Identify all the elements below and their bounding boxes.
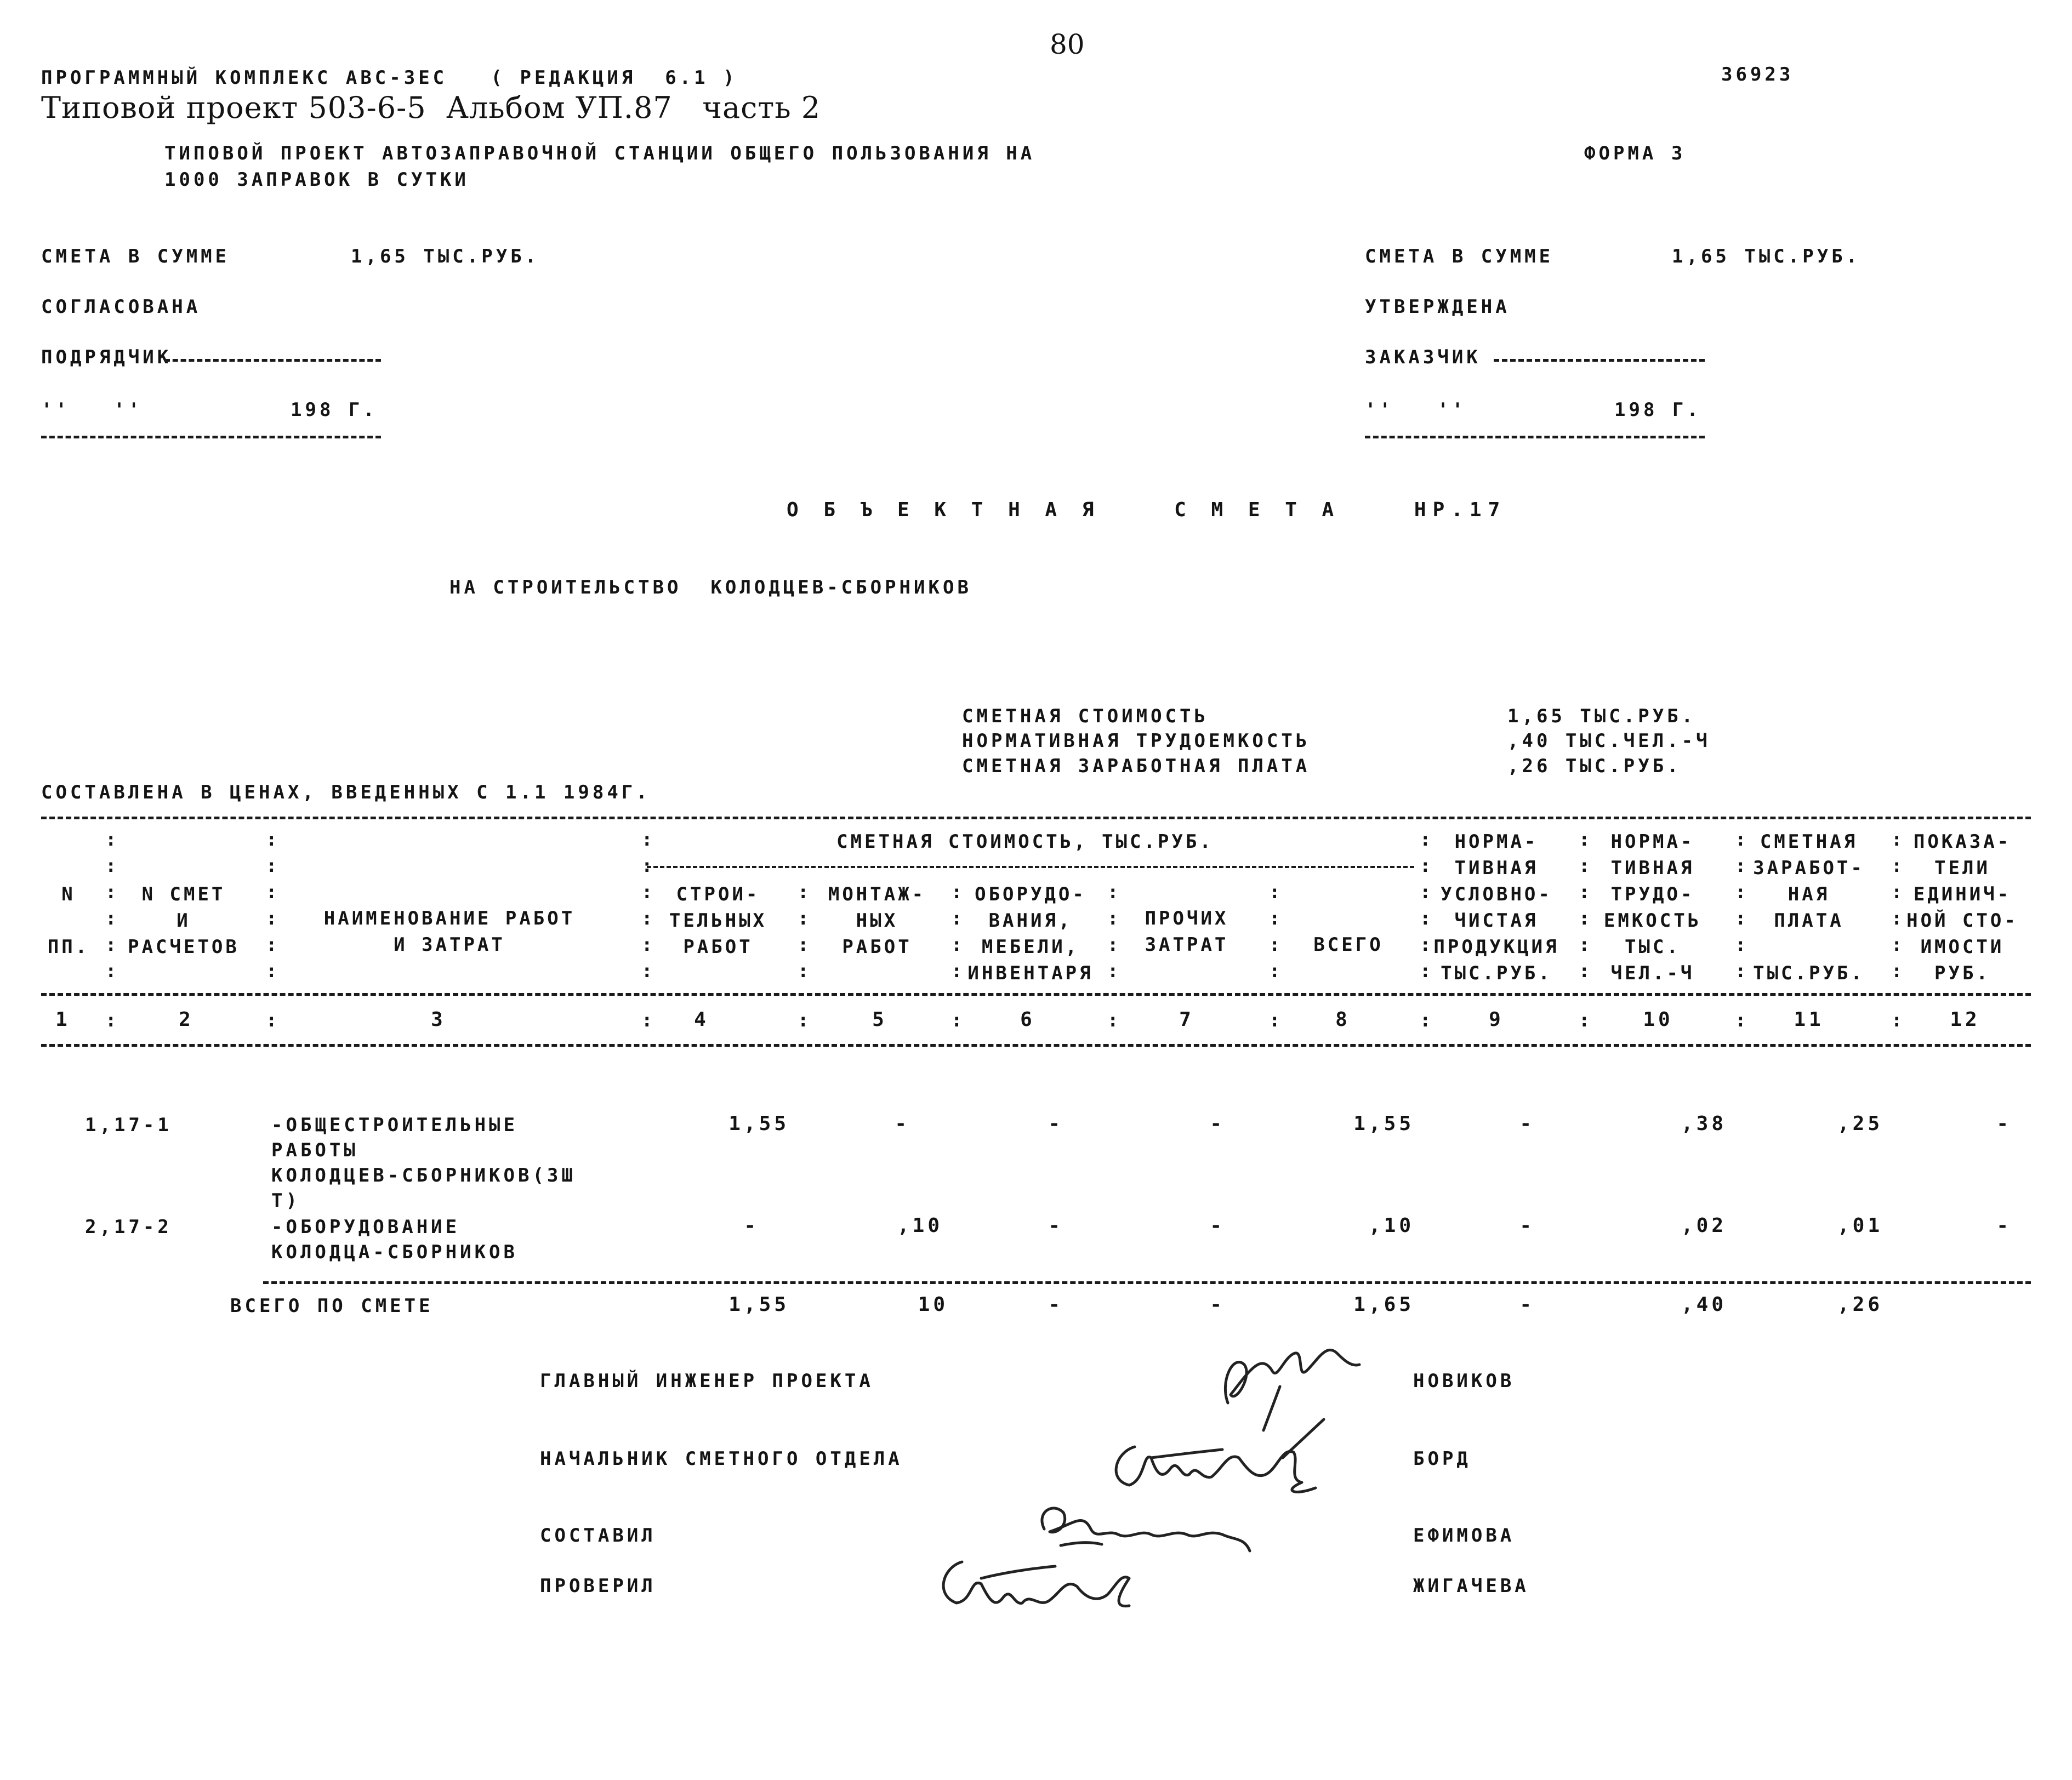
column-separator: : [641,881,653,903]
col-header-5: МОНТАЖ- НЫХ РАБОТ [828,883,926,958]
cell-unit-cost: - [1996,1214,2012,1237]
cell-other: - [1210,1214,1225,1237]
col-number: 1 [55,1008,71,1031]
page-number: 80 [1050,28,1085,60]
column-separator: : [1735,1009,1746,1031]
cell-other: - [1210,1112,1225,1135]
col-header-3: НАИМЕНОВАНИЕ РАБОТ И ЗАТРАТ [323,908,576,956]
col-number: 6 [1020,1008,1035,1031]
column-separator: : [1107,934,1119,956]
column-separator: : [105,1009,117,1031]
column-separator: : [1735,960,1746,982]
total-installation: 10 [918,1293,948,1316]
cell-wages: ,25 [1837,1112,1883,1135]
column-separator: : [951,934,963,956]
column-separator: : [1735,908,1746,929]
column-separator: : [798,881,809,903]
column-separator: : [266,908,277,929]
col-header-9: НОРМА- ТИВНАЯ УСЛОВНО- ЧИСТАЯ ПРОДУКЦИЯ ТЫС.РУБ. [1433,831,1559,984]
column-separator: : [1579,1009,1590,1031]
total-labor: ,40 [1681,1293,1727,1316]
col-number: 2 [179,1008,194,1031]
column-separator: : [105,908,117,929]
row-code: 2,17-2 [85,1216,172,1238]
column-separator: : [641,1009,653,1031]
column-separator: : [266,1009,277,1031]
cell-unit-cost: - [1996,1112,2012,1135]
row-code: 1,17-1 [85,1114,172,1136]
column-separator: : [266,881,277,903]
cell-total: ,10 [1368,1214,1414,1237]
column-separator: : [1420,908,1431,929]
title-line-2: 1000 ЗАПРАВОК В СУТКИ [164,169,469,191]
cell-labor: ,38 [1681,1112,1727,1135]
column-separator: : [1420,881,1431,903]
column-separator: : [1891,934,1903,956]
left-date-quotes: '' '' [41,399,143,421]
right-year: 198 Г. [1614,399,1701,421]
column-separator: : [951,881,963,903]
column-separator: : [1269,1009,1280,1031]
signature-role: НАЧАЛЬНИК СМЕТНОГО ОТДЕЛА [540,1448,903,1470]
col-number: 9 [1489,1008,1504,1031]
column-separator: : [1269,881,1280,903]
column-separator: : [1735,934,1746,956]
column-separator: : [1891,1009,1903,1031]
signature-name: ЖИГАЧЕВА [1413,1575,1529,1597]
column-separator: : [951,1009,963,1031]
column-separator: : [798,908,809,929]
cell-labor: ,02 [1681,1214,1727,1237]
signature-name: НОВИКОВ [1413,1370,1515,1392]
signature-role: ПРОВЕРИЛ [540,1575,656,1597]
column-separator: : [1269,934,1280,956]
row-name: -ОБЩЕСТРОИТЕЛЬНЫЕ РАБОТЫ КОЛОДЦЕВ-СБОРНИКОВ(3Ш Т) [271,1114,576,1212]
column-separator: : [1420,1009,1431,1031]
doc-title: О Б Ъ Е К Т Н А Я С М Е Т А НР.17 [787,499,1507,521]
column-separator: : [1269,908,1280,929]
column-separator: : [1107,1009,1119,1031]
col-header-6: ОБОРУДО- ВАНИЯ, МЕБЕЛИ, ИНВЕНТАРЯ [967,883,1094,984]
column-separator: : [1891,908,1903,929]
column-separator: : [1420,960,1431,982]
column-separator: : [1107,960,1119,982]
column-separator: : [1420,934,1431,956]
column-separator: : [1107,881,1119,903]
column-separator: : [798,1009,809,1031]
column-separator: : [641,908,653,929]
column-separator: : [105,960,117,982]
doc-number: 36923 [1721,64,1794,85]
col-header-12: ПОКАЗА- ТЕЛИ ЕДИНИЧ- НОЙ СТО- ИМОСТИ РУБ. [1906,831,2018,984]
col-number: 12 [1950,1008,1980,1031]
summary-value: ,26 ТЫС.РУБ. [1507,755,1682,777]
project-line: Типовой проект 503-6-5 Альбом УП.87 часть 2 [41,90,821,125]
column-separator: : [798,934,809,956]
cell-net-output: - [1519,1214,1535,1237]
col-number: 8 [1335,1008,1351,1031]
col-header-10: НОРМА- ТИВНАЯ ТРУДО- ЕМКОСТЬ ТЫС. ЧЕЛ.-Ч [1603,831,1702,984]
col-number: 5 [872,1008,887,1031]
title-line-1: ТИПОВОЙ ПРОЕКТ АВТОЗАПРАВОЧНОЙ СТАНЦИИ ОБЩЕГО ПОЛЬЗОВАНИЯ НА [164,142,1035,164]
column-separator: : [105,934,117,956]
right-party: ЗАКАЗЧИК [1365,346,1481,368]
column-separator: : [1269,960,1280,982]
signature-name: БОРД [1413,1448,1471,1470]
total-wages: ,26 [1837,1293,1883,1316]
column-separator: : [266,934,277,956]
doc-subtitle: НА СТРОИТЕЛЬСТВО КОЛОДЦЕВ-СБОРНИКОВ [449,577,972,598]
form-label: ФОРМА 3 [1584,142,1686,164]
cell-net-output: - [1519,1112,1535,1135]
column-separator: : [641,829,653,851]
column-separator: : [266,855,277,877]
left-status: СОГЛАСОВАНА [41,296,201,318]
col-header-group: СМЕТНАЯ СТОИМОСТЬ, ТЫС.РУБ. [836,831,1214,853]
summary-label: НОРМАТИВНАЯ ТРУДОЕМКОСТЬ [962,730,1311,752]
left-year: 198 Г. [291,399,378,421]
column-separator: : [1420,829,1431,851]
left-sum-value: 1,65 ТЫС.РУБ. [351,246,540,267]
column-separator: : [1891,960,1903,982]
right-sum-value: 1,65 ТЫС.РУБ. [1672,246,1861,267]
column-separator: : [1579,855,1590,877]
column-separator: : [1579,960,1590,982]
cell-building: - [744,1214,759,1237]
cell-installation: - [895,1112,910,1135]
cell-installation: ,10 [897,1214,943,1237]
total-total: 1,65 [1353,1293,1414,1316]
signature-role: СОСТАВИЛ [540,1525,656,1547]
column-separator: : [105,881,117,903]
cell-equipment: - [1048,1112,1063,1135]
left-sum-label: СМЕТА В СУММЕ [41,246,230,267]
col-number: 11 [1794,1008,1824,1031]
column-separator: : [266,960,277,982]
col-header-1: N ПП. [47,883,90,958]
col-number: 7 [1179,1008,1194,1031]
col-header-2: N СМЕТ И РАСЧЕТОВ [128,883,240,958]
column-separator: : [1735,855,1746,877]
right-sum-label: СМЕТА В СУММЕ [1365,246,1554,267]
column-separator: : [266,829,277,851]
col-header-8: ВСЕГО [1313,934,1384,956]
cell-equipment: - [1048,1214,1063,1237]
program-line: ПРОГРАММНЫЙ КОМПЛЕКС АВС-ЗЕС ( РЕДАКЦИЯ 6.1 ) [41,67,738,89]
col-header-11: СМЕТНАЯ ЗАРАБОТ- НАЯ ПЛАТА ТЫС.РУБ. [1753,831,1865,984]
cell-wages: ,01 [1837,1214,1883,1237]
column-separator: : [1420,855,1431,877]
col-number: 10 [1643,1008,1673,1031]
left-party: ПОДРЯДЧИК [41,346,172,368]
total-equipment: - [1048,1293,1063,1316]
column-separator: : [641,934,653,956]
summary-value: ,40 ТЫС.ЧЕЛ.-Ч [1507,730,1711,752]
column-separator: : [1579,908,1590,929]
column-separator: : [1891,881,1903,903]
summary-value: 1,65 ТЫС.РУБ. [1507,705,1697,727]
column-separator: : [641,960,653,982]
signature-role: ГЛАВНЫЙ ИНЖЕНЕР ПРОЕКТА [540,1370,874,1392]
row-name: -ОБОРУДОВАНИЕ КОЛОДЦА-СБОРНИКОВ [271,1216,518,1263]
column-separator: : [1579,934,1590,956]
column-separator: : [1735,829,1746,851]
prices-note: СОСТАВЛЕНА В ЦЕНАХ, ВВЕДЕННЫХ С 1.1 1984Г. [41,781,651,803]
right-date-quotes: '' '' [1365,399,1467,421]
column-separator: : [798,960,809,982]
column-separator: : [1891,829,1903,851]
column-separator: : [951,908,963,929]
right-status: УТВЕРЖДЕНА [1365,296,1510,318]
col-header-4: СТРОИ- ТЕЛЬНЫХ РАБОТ [669,883,767,958]
column-separator: : [1579,829,1590,851]
total-net-output: - [1519,1293,1535,1316]
column-separator: : [1735,881,1746,903]
total-other: - [1210,1293,1225,1316]
total-building: 1,55 [728,1293,789,1316]
column-separator: : [641,855,653,877]
signature-name: ЕФИМОВА [1413,1525,1515,1547]
column-separator: : [1579,881,1590,903]
total-label: ВСЕГО ПО СМЕТЕ [230,1295,434,1317]
summary-label: СМЕТНАЯ ЗАРАБОТНАЯ ПЛАТА [962,755,1311,777]
col-number: 3 [431,1008,446,1031]
column-separator: : [105,829,117,851]
summary-label: СМЕТНАЯ СТОИМОСТЬ [962,705,1209,727]
cell-building: 1,55 [728,1112,789,1135]
col-number: 4 [694,1008,709,1031]
cell-total: 1,55 [1353,1112,1414,1135]
col-header-7: ПРОЧИХ ЗАТРАТ [1145,908,1229,956]
column-separator: : [951,960,963,982]
column-separator: : [1891,855,1903,877]
column-separator: : [105,855,117,877]
column-separator: : [1107,908,1119,929]
